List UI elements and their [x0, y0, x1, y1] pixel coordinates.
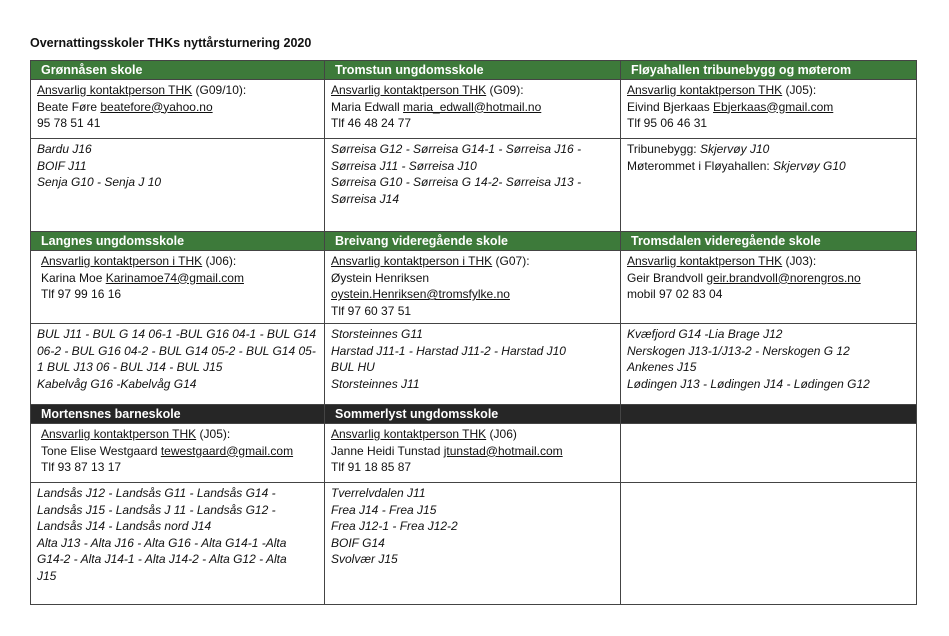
school-name: Tromsdalen videregående skole	[621, 232, 917, 251]
contact-line	[41, 253, 318, 270]
team-line	[331, 518, 614, 535]
contact-text: Eivind Bjerkaas	[627, 99, 714, 114]
contact-cell	[325, 80, 621, 139]
contact-line	[331, 426, 614, 443]
contact-cell	[621, 251, 917, 324]
team-text: Tribunebygg:	[627, 142, 700, 156]
team-line	[627, 359, 910, 376]
team-line	[37, 502, 318, 519]
team-text: Frea J12-1 - Frea J12-2	[331, 519, 458, 533]
contact-label: Ansvarlig kontaktperson THK	[331, 427, 487, 441]
contact-label: Ansvarlig kontaktperson THK	[37, 83, 193, 97]
team-text: Storsteinnes G11	[331, 327, 423, 341]
team-text: Landsås J12 - Landsås G11 - Landsås G14 -	[37, 486, 276, 500]
team-line	[37, 359, 318, 376]
teams-row	[31, 139, 917, 232]
team-text: Kabelvåg G16 -Kabelvåg G14	[37, 376, 197, 391]
contact-text: Tlf 95 06 46 31	[627, 116, 708, 130]
team-text: BOIF J11	[37, 158, 87, 173]
team-line	[37, 376, 318, 393]
team-text: Landsås J15 - Landsås J 11 - Landsås G12 -	[37, 502, 276, 517]
contact-text: (J05):	[196, 427, 231, 441]
team-line	[331, 502, 614, 519]
contact-text: Tlf 91 18 85 87	[331, 460, 412, 474]
contact-cell	[31, 251, 325, 324]
contact-line	[627, 115, 910, 132]
teams-cell	[325, 483, 621, 605]
team-line	[331, 158, 614, 175]
team-line	[331, 141, 614, 158]
team-text: Frea J14 - Frea J15	[331, 502, 437, 517]
team-text: Nerskogen J13-1/J13-2 - Nerskogen G 12	[627, 343, 850, 358]
team-line	[627, 158, 910, 175]
team-line	[627, 326, 910, 343]
contact-text: (G07):	[492, 254, 530, 268]
team-line	[331, 535, 614, 552]
team-text: Sørreisa J11 - Sørreisa J10	[331, 158, 477, 173]
team-line	[331, 343, 614, 360]
contact-label: Ansvarlig kontaktperson i THK	[331, 254, 493, 268]
teams-cell	[621, 324, 917, 405]
school-name	[621, 405, 917, 424]
contact-row	[31, 251, 917, 324]
contact-cell	[31, 424, 325, 483]
team-text: Storsteinnes J11	[331, 376, 420, 391]
contact-text: (J03):	[782, 254, 817, 268]
contact-line	[331, 303, 614, 320]
team-line	[37, 518, 318, 535]
contact-label: Ansvarlig kontaktperson THK	[627, 254, 783, 268]
team-line	[331, 376, 614, 393]
school-name: Mortensnes barneskole	[31, 405, 325, 424]
contact-line	[627, 253, 910, 270]
team-text: Skjervøy J10	[699, 142, 770, 156]
email-link[interactable]: tewestgaard@gmail.com	[160, 443, 294, 458]
team-text: Lødingen J13 - Lødingen J14 - Lødingen G12	[627, 376, 870, 391]
school-name: Breivang videregående skole	[325, 232, 621, 251]
team-line	[331, 551, 614, 568]
team-text: Alta J13 - Alta J16 - Alta G16 - Alta G14-1 -Alta	[37, 535, 287, 550]
schools-table	[30, 60, 917, 605]
teams-cell	[621, 483, 917, 605]
team-text: 1 BUL J13 06 - BUL J14 - BUL J15	[37, 360, 223, 374]
team-line	[627, 343, 910, 360]
email-link[interactable]: Ebjerkaas@gmail.com	[713, 99, 834, 114]
contact-label: Ansvarlig kontaktperson THK	[331, 83, 487, 97]
contact-line	[627, 99, 910, 116]
contact-cell	[621, 80, 917, 139]
contact-text: (J05):	[782, 83, 817, 97]
school-name: Tromstun ungdomsskole	[325, 61, 621, 80]
school-header-row	[31, 405, 917, 424]
teams-cell	[621, 139, 917, 232]
team-text: Tverrelvdalen J11	[331, 486, 426, 500]
team-line	[331, 326, 614, 343]
team-text: Bardu J16	[37, 142, 92, 156]
contact-text: Tlf 97 99 16 16	[41, 287, 122, 301]
team-text: Sørreisa J14	[331, 191, 400, 206]
contact-line	[331, 82, 614, 99]
team-line	[37, 568, 318, 585]
team-text: J15	[37, 568, 57, 583]
team-line	[627, 376, 910, 393]
teams-cell	[325, 139, 621, 232]
contact-text: (G09/10):	[192, 83, 247, 97]
contact-line	[331, 459, 614, 476]
contact-row	[31, 424, 917, 483]
email-link[interactable]: beatefore@yahoo.no	[100, 99, 213, 114]
email-link[interactable]: geir.brandvoll@norengros.no	[706, 270, 861, 285]
contact-label: Ansvarlig kontaktperson THK	[41, 427, 197, 441]
teams-cell	[31, 139, 325, 232]
contact-text: Tlf 46 48 24 77	[331, 116, 412, 130]
team-text: Kvæfjord G14 -Lia Brage J12	[627, 327, 783, 341]
contact-line	[627, 286, 910, 303]
teams-cell	[31, 324, 325, 405]
team-line	[331, 191, 614, 208]
school-name: Sommerlyst ungdomsskole	[325, 405, 621, 424]
team-line	[331, 359, 614, 376]
team-line	[37, 141, 318, 158]
contact-label: Ansvarlig kontaktperson THK	[627, 83, 783, 97]
team-line	[37, 535, 318, 552]
contact-cell	[31, 80, 325, 139]
contact-text: Geir Brandvoll	[627, 270, 707, 285]
contact-line	[37, 115, 318, 132]
contact-line	[41, 459, 318, 476]
contact-line	[331, 115, 614, 132]
team-text: Sørreisa G10 - Sørreisa G 14-2- Sørreisa J13 -	[331, 175, 582, 189]
contact-line	[41, 443, 318, 460]
contact-text: 95 78 51 41	[37, 116, 101, 130]
team-text: BUL J11 - BUL G 14 06-1 -BUL G16 04-1 - BUL G14	[37, 327, 317, 341]
teams-cell	[325, 324, 621, 405]
contact-line	[41, 286, 318, 303]
email-link[interactable]: maria_edwall@hotmail.no	[403, 99, 542, 114]
contact-text: mobil 97 02 83 04	[627, 287, 723, 301]
contact-text: Maria Edwall	[331, 99, 404, 114]
contact-line	[331, 443, 614, 460]
contact-line	[627, 82, 910, 99]
team-line	[37, 174, 318, 191]
contact-line	[331, 286, 614, 303]
team-text: Møterommet i Fløyahallen:	[627, 158, 774, 173]
contact-text: Tlf 97 60 37 51	[331, 303, 412, 318]
teams-row	[31, 324, 917, 405]
contact-cell	[621, 424, 917, 483]
document-title: Overnattingsskoler THKs nyttårsturnering 2020	[30, 36, 312, 50]
team-text: Senja G10 - Senja J 10	[37, 175, 162, 189]
email-link[interactable]: jtunstad@hotmail.com	[443, 443, 563, 458]
contact-line	[627, 270, 910, 287]
team-text: Harstad J11-1 - Harstad J11-2 - Harstad J10	[331, 343, 566, 358]
contact-line	[37, 99, 318, 116]
contact-cell	[325, 251, 621, 324]
contact-label: Ansvarlig kontaktperson i THK	[41, 254, 203, 268]
contact-text: Øystein Henriksen	[331, 270, 430, 285]
contact-line	[331, 253, 614, 270]
contact-text: Tlf 93 87 13 17	[41, 460, 122, 474]
team-line	[37, 158, 318, 175]
team-line	[37, 551, 318, 568]
contact-line	[331, 99, 614, 116]
school-name: Langnes ungdomsskole	[31, 232, 325, 251]
school-header-row	[31, 232, 917, 251]
teams-cell	[31, 483, 325, 605]
school-name: Fløyahallen tribunebygg og møterom	[621, 61, 917, 80]
school-name: Grønnåsen skole	[31, 61, 325, 80]
contact-text: Tone Elise Westgaard	[41, 443, 161, 458]
team-line	[37, 485, 318, 502]
team-line	[627, 141, 910, 158]
contact-line	[37, 82, 318, 99]
teams-row	[31, 483, 917, 605]
contact-text: Janne Heidi Tunstad	[331, 443, 444, 458]
team-line	[331, 174, 614, 191]
team-text: Ankenes J15	[627, 360, 697, 374]
contact-row	[31, 80, 917, 139]
contact-text: (G09):	[486, 83, 524, 97]
team-text: Svolvær J15	[331, 552, 398, 566]
contact-line	[331, 270, 614, 287]
team-text: G14-2 - Alta J14-1 - Alta J14-2 - Alta G12 - Alta	[37, 552, 287, 566]
school-header-row	[31, 61, 917, 80]
team-line	[37, 326, 318, 343]
email-link[interactable]: Karinamoe74@gmail.com	[105, 270, 244, 285]
team-text: BUL HU	[331, 360, 375, 374]
contact-text: Karina Moe	[41, 270, 106, 285]
contact-text: (J06)	[486, 427, 517, 441]
team-text: BOIF G14	[331, 535, 385, 550]
team-text: Skjervøy G10	[773, 158, 846, 173]
team-text: Landsås J14 - Landsås nord J14	[37, 519, 212, 533]
contact-text: Beate Føre	[37, 99, 101, 114]
team-line	[331, 485, 614, 502]
team-text: 06-2 - BUL G16 04-2 - BUL G14 05-2 - BUL G14 05-	[37, 343, 316, 358]
contact-line	[41, 426, 318, 443]
team-line	[37, 343, 318, 360]
email-link[interactable]: oystein.Henriksen@tromsfylke.no	[331, 287, 510, 301]
contact-cell	[325, 424, 621, 483]
team-text: Sørreisa G12 - Sørreisa G14-1 - Sørreisa J16 -	[331, 142, 582, 156]
contact-text: (J06):	[202, 254, 237, 268]
contact-line	[41, 270, 318, 287]
